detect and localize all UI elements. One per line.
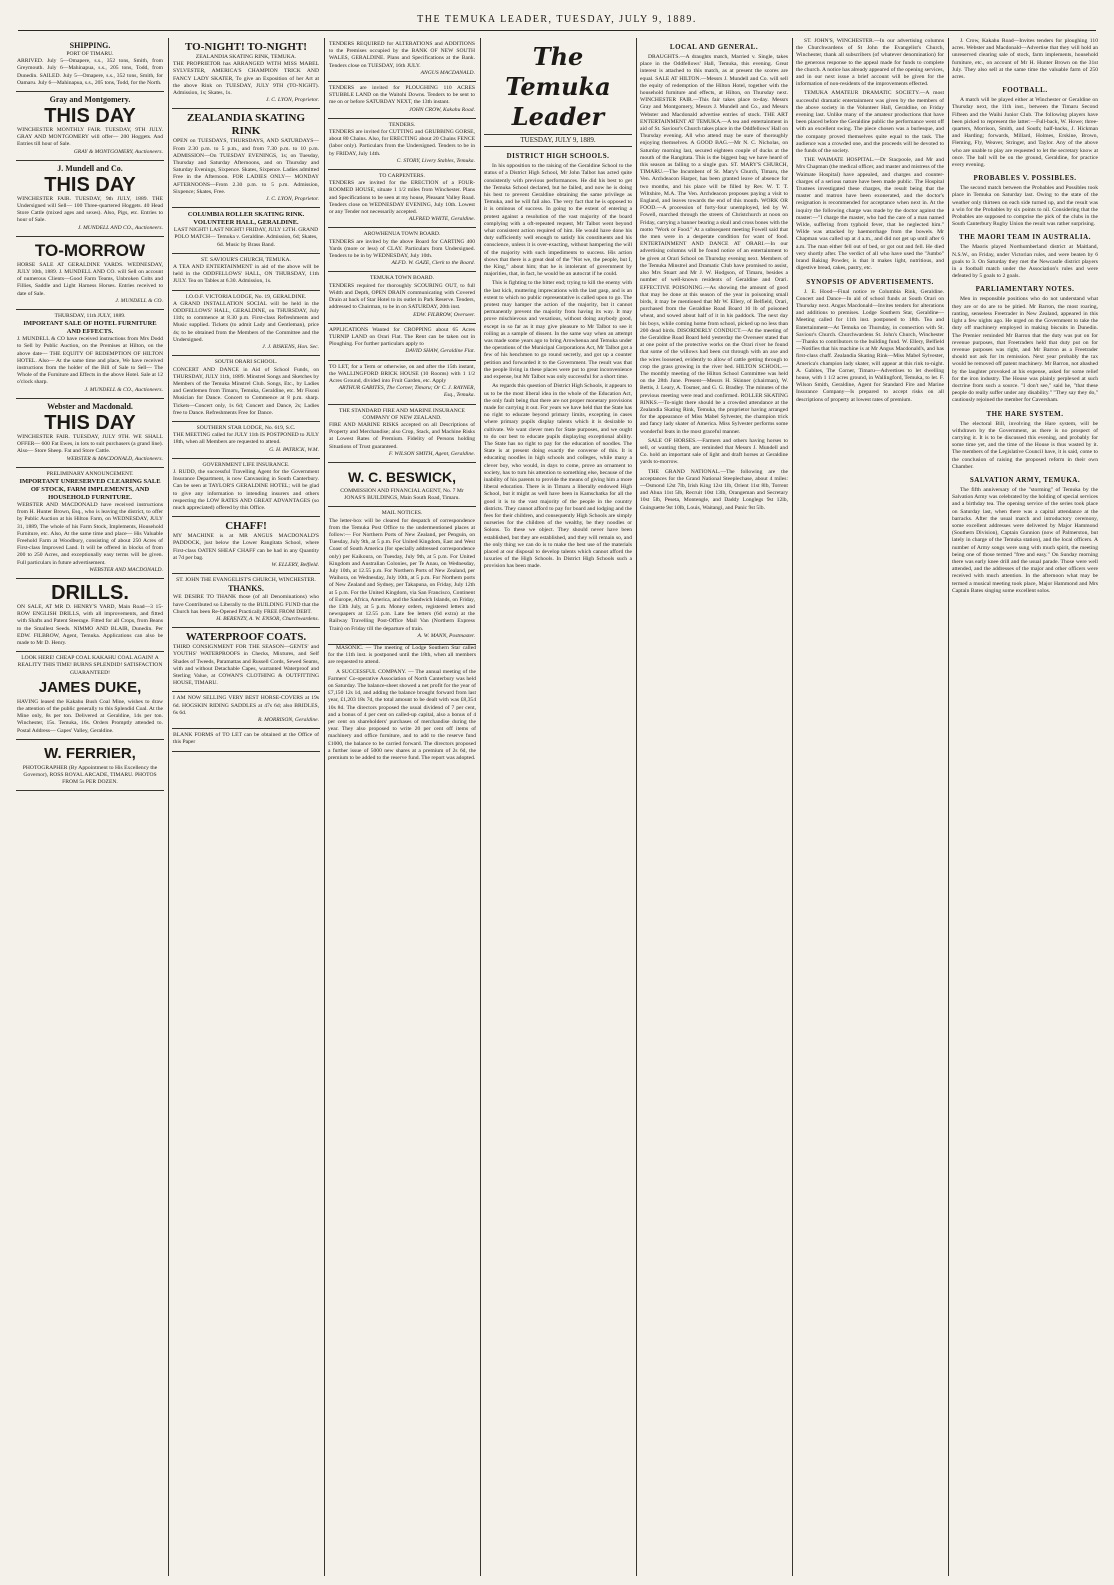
mundell-ad: [16, 161, 164, 237]
column-1: [16, 38, 164, 1576]
tomorrow-ad: [16, 237, 164, 310]
webster-this-day: THIS DAY: [44, 411, 136, 434]
tomorrow-sign: J. MUNDELL & CO.: [115, 297, 163, 304]
clearing-sign: WEBSTER AND MACDONALD.: [89, 566, 163, 573]
column-3: [328, 38, 476, 1576]
gray-ad: [16, 92, 164, 161]
fire-sign: F. WILSON SMITH, Agent, Geraldine.: [388, 450, 475, 457]
stjohn-body: WE DESIRE TO THANK those (of all Denominations) who have Contributed so Liberally to the BUILDING FUND that the Church has been Re-Opened Practically FREE FROM DEBT.: [173, 594, 319, 615]
govt-body: J. RUDD, the successful Travelling Agent for the Government Insurance Department, is now Canvassing in South Canterbury. Can be seen at TAYLOR'S GERALDINE HOTEL; will be glad to give any information to intending insurers and others respecting the LOW RATES AND GREAT ADVANTAGES (so much appreciated) offered by this Office.: [173, 468, 319, 511]
zealandia-body: OPEN on TUESDAYS, THURSDAYS, AND SATURDAYS—From 2.30 p.m. to 5 p.m., and from 7.30 p.m. to 10 p.m. ADMISSION—On TUESDAY EVENINGS, 1s; on Tuesday, Thursday and Saturday Afternoons, and on Thursday and Saturday Evenings, Sixpence. Skates, Sixpence. Ladies admitted Free in the Afternoon. FOR LADIES ONLY— MONDAY AFTERNOONS—From 2.30 p.m. to 5 p.m. Admission, Sixpence; Skates, Free.: [173, 138, 319, 195]
column-rule: [168, 38, 169, 1576]
tenders2-body: TENDERS are invited for PLOUGHING 110 ACRES STUBBLE LAND on the Waitohi Downs. Tenders to be sent to me on or before SATURDAY NEXT, the 13th instant.: [329, 85, 475, 106]
tonight-ad: [172, 38, 320, 109]
ioof-title: I.O.O.F. VICTORIA LODGE, No. 19, GERALDINE.: [185, 293, 307, 300]
salvation-title: SALVATION ARMY, TEMUKA.: [969, 475, 1081, 484]
editorial-para-1: In his opposition to the raising of the Geraldine School to the status of a District High School, Mr John Talbot has acted quite consistently with previous performances. He did his best to get the Temuka School declared, but he failed, and now he is doing his best to prevent Geraldine obtaining the same privilege as Temuka, and he will fail also. The very fact that he is opposed to it is ominous of success. In going to the extent of entering a protest against a resolution of the vast majority of the board complying with a oft-repeated request, Mr Talbot went beyond what consistent action required of him. He would have done his duty sufficiently well enough to satisfy his constituents and his conscience, unless it is over-exacting, without hampering the will of the majority with such impediments to success. His action shows that there is a great deal of the "Not we, the people, but I, the King," about him; that he is intolerant of government by majorities, that, in fact, he would be an autocrat if he could.: [484, 163, 632, 278]
beswick-ad: [328, 463, 476, 507]
webster-ad: [16, 399, 164, 468]
mundell-this-day: THIS DAY: [44, 173, 136, 196]
stjohn-sign: H. BERENZY, A. W. ENSOR, Churchwardens.: [216, 615, 319, 622]
column-4: [484, 38, 632, 1576]
probables-body: The second match between the Probables and Possibles took place in Temuka on Saturday last. Owing to the state of the weather only thirteen on each side turned up, and the result was a win for the Probables by six points to nil. Considering that the Probables are supposed to comprise the pick of the clubs in the South Canterbury Rugby Union the result was rather surprising.: [952, 185, 1098, 228]
newspaper-columns: [16, 38, 1098, 1576]
webster-title: Webster and Macdonald.: [47, 401, 133, 411]
column-rule: [948, 38, 949, 1576]
carp-body: TENDERS are invited for the ERECTION of a FOUR-ROOMED HOUSE, situate 1 1/2 miles from Winchester. Plans and Specifications to be seen at my house, Pleasant Valley Road. Tenders close on WEDNESDAY EVENING, July 10th. Lowest or any Tender not necessarily accepted.: [329, 180, 475, 216]
column-5: [640, 38, 788, 1576]
synopsis-body: J. E. Hood—Final notice re Columbia Rink, Geraldine. Concert and Dance—In aid of school funds at South Orari on Thursday next. Angus Macdonald—Invites tenders for alterations and additions to premises. Lodge Southern Star, Geraldine—Meeting called for 11th inst. postponed to 18th. Tea and Entertainment—At Temuka on Thursday, in connection with St. Saviour's Church. Churchwardens St. John's Church, Winchester—Thanks to contributors to the building fund. W. Ellery, Belfield—Notifies that his machine is at Mr Angus Macdonald's, and has first-class chaff. Zealandia Skating Rink—Miss Mabel Sylvester, America's champion lady skater, will appear at this rink to-night. A. Gabites, The Corner, Timaru—Advertises to let dwelling house, with 1 1/2 acres ground, in Wallingford, Temuka, to let. F. Wilson Smith, Geraldine, Agent for Standard Fire and Marine Insurance Company—Is prepared to accept risks on all descriptions of property at lowest rates of premium.: [796, 288, 944, 403]
ioof-body: A GRAND INSTALLATION SOCIAL will be held in the ODDFELLOWS' HALL, GERALDINE, on THURSDAY, July 11th; to commence at 8.30 p.m. First-class Refreshments and Music supplied. Tickets (to admit Lady and Gentleman), price 4s; to be obtained from the Members of the Committee and the Undersigned.: [173, 300, 319, 343]
tenders3-sign: C. STORY, Livery Stables, Temuka.: [396, 157, 475, 164]
tolet-body: TO LET, for a Term or otherwise, on and after the 15th instant, the WALLINGFORD BRICK HOUSE (10 Rooms) with 1 1/2 Acres Ground, divided into Fruit Garden, etc. Apply: [329, 363, 475, 384]
furniture-date: THURSDAY, 11th JULY, 1889.: [54, 313, 126, 320]
furniture-ad: [16, 310, 164, 399]
masonic-para: MASONIC. — The meeting of Lodge Southern Star called for the 11th inst. is postponed until the 18th, when all members are requested to attend.: [328, 645, 476, 666]
football-body: A match will be played either at Winchester or Geraldine on Thursday next, the 11th inst., between the Timaru Second Fifteen and the Waihi Junior Club. The following players have been picked to represent the latter:—Full-back, W. Howe; three-quarters, Morrison, Smith, and South; half-backs, J. Hickman and Harding; forwards, Millard, Holmes, Erskine, Brown, Fleming, Fly, Weaver, Stringer, and Taylor. Any of the above who are unable to play are requested to let the secretary know at once. The ball will be on the ground, Geraldine, for practice every evening.: [952, 97, 1098, 169]
prelim-title: PRELIMINARY ANNOUNCEMENT.: [46, 470, 134, 477]
tenders2-sign: JOHN CROW, Kakahu Road.: [409, 106, 475, 113]
zealandia-ad: [172, 109, 320, 208]
govt-ad: [172, 459, 320, 517]
town-title: TEMUKA TOWN BOARD.: [370, 275, 434, 282]
probables-title: PROBABLES V. POSSIBLES.: [973, 174, 1077, 183]
waterproof-title: WATERPROOF COATS.: [185, 631, 307, 644]
columbia-title: COLUMBIA ROLLER SKATING RINK. VOLUNTEER HALL, GERALDINE.: [187, 211, 305, 227]
crop-ad: [328, 324, 476, 361]
horse-ad: [172, 692, 320, 729]
shipping-title: SHIPPING.: [69, 41, 111, 50]
gray-sign: GRAY & MONTGOMERY, Auctioneers.: [73, 148, 163, 155]
chaff-sign: W. ELLERY, Belfield.: [271, 561, 319, 568]
tonight-title: TO-NIGHT! TO-NIGHT!: [185, 41, 307, 53]
shipping-subtitle: PORT OF TIMARU.: [66, 51, 114, 57]
star-ad: [172, 422, 320, 459]
maori-title: THE MAORI TEAM IN AUSTRALIA.: [959, 233, 1091, 242]
star-body: THE MEETING called for JULY 11th IS POSTPONED to JULY 18th, when all Members are requested to attend.: [173, 432, 319, 446]
tenders1-body: TENDERS REQUIRED for ALTERATIONS and ADDITIONS to the Premises occupied by the BANK OF NEW SOUTH WALES, GERALDINE. Plans and Specifications at the Bank. Tenders close on TUESDAY, 16th JULY.: [329, 41, 475, 69]
tolet-ad: [328, 361, 476, 405]
tenders3-ad: [328, 119, 476, 170]
clearing-body: WEBSTER AND MACDONALD have received instructions from H. Hunter Brown, Esq., who is leaving the district, to offer by Public Auction at his Hilton Farm, on WEDNESDAY, JULY 31, 1889, The whole of his Farm Stock, Implements, Household Furniture, etc. Also, At the same time and place— His Valuable Freehold Farm at Woodbury, consisting of about 250 Acres of First-class Improved Land. It will be offered in blocks of from 200 to 250 Acres, and exceptionally easy terms will be given. Full particulars in future advertisement.: [17, 501, 163, 566]
stsav-ad: [172, 254, 320, 291]
parl-body: Men in responsible positions who do not understand what they are or do are to be pitied. Mr Barron, the most roaring, ranting, senseless Freetrader in New Zealand, appeared in this light a few nights ago. He urged on the Government to take the duty off machinery employed in making biscuits in Dunedin. The Premier reminded Mr Barron that the duty was put on for revenue purposes, that Freetraders held that duty put on for revenue purposes was right, and Mr Barron as a Freetrader should not ask for its remission. Next year probably the tax would be removed off patent machinery. Mr Barron, not abashed by the laughter provoked at his expense, asked for some relief for the iron industry. The House was plainly perplexed at such doctrine from such a source. "I don't see," said he, "that these people do really suffer under any disability." "They say they do," cautiously rejoined the member for Caversham.: [952, 296, 1098, 404]
town-ad: [328, 272, 476, 323]
fire-ad: [328, 405, 476, 463]
town-sign: EDW. FILBROW, Overseer.: [413, 311, 475, 318]
editorial-para-2: This is fighting to the bitter end; trying to kill the enemy with the last kick, muttering imprecations with the last gasp, and is an extent to which no public representative is called upon to go. The protest may hamper the action of the majority, but it cannot permanently prevent the majority from having its way. It may prove mischievous and vexatious, without doing anybody good, except in so far as it may give pleasure to Mr Talbot to see it roiling as a sample of dissent. In the same way when an attempt was made some years ago to bring Arowhenua and Temuka under the operations of the Municipal Corporations Act, Mr Talbot got a few of his henchmen to go round secretly, and got up a counter petition and forwarded it to the Government. The result was that the people living in these places were put to great inconvenience and expense, but Mr Talbot was only successful for a short time.: [484, 280, 632, 381]
column-2: [172, 38, 320, 1576]
column-rule: [324, 38, 325, 1576]
page-header: THE TEMUKA LEADER, TUESDAY, JULY 9, 1889.: [18, 14, 1096, 31]
drills-ad: [16, 579, 164, 652]
blank-body: BLANK FORMS of TO LET can be obtained at the Office of this Paper: [173, 732, 319, 746]
drills-title: DRILLS.: [51, 581, 129, 604]
gray-body: WINCHESTER MONTHLY FAIR. TUESDAY, 9TH JULY. GRAY AND MONTGOMERY will offer— 200 Hoggets. And Entries till hour of Sale.: [17, 127, 163, 148]
school-title: SOUTH ORARI SCHOOL.: [214, 359, 278, 366]
rink-name: ZEALANDIA SKATING RINK, TEMUKA.: [195, 54, 297, 60]
zealandia-title: ZEALANDIA SKATING RINK: [186, 112, 306, 138]
arow-title: AROWHENUA TOWN BOARD.: [363, 231, 441, 238]
star-sign: G. H. PATRICK, W.M.: [269, 446, 319, 453]
chaff-ad: [172, 517, 320, 574]
local-title: LOCAL AND GENERAL.: [669, 43, 759, 51]
tenders2-ad: [328, 82, 476, 119]
shipping-ad: [16, 38, 164, 92]
columbia-body: LAST NIGHT! LAST NIGHT! FRIDAY, JULY 12TH. GRAND POLO MATCH— Temuka v. Geraldine. Admission, 6d; Skates, 6d. Music by Brass Band.: [173, 227, 319, 248]
mail-ad: [328, 507, 476, 645]
thanks-title: THANKS.: [228, 584, 264, 594]
star-title: SOUTHERN STAR LODGE, No. 619, S.C.: [196, 424, 296, 431]
mundell-body: WINCHESTER FAIR. TUESDAY, 9th JULY, 1889. THE Undersigned will Sell— 100 Three-quartered Hoggets. 40 Head Store Cattle (mixed ages and sexes). Also, Pigs, etc. Entries to hour of Sale.: [17, 195, 163, 224]
hare-body: The electoral Bill, involving the Hare system, will be withdrawn by the Government, as there is no prospect of carrying it. It is to be discussed this evening, and probably for some time yet, and the time of the House is thus wasted by it. The members of the Legislative Council have, it is said, come to the conclusion of raising the proposed reform in their own Chamber.: [952, 420, 1098, 470]
stjohn-ad: [172, 574, 320, 628]
tolet-sign: ARTHUR GABITES, The Corner, Timaru; Or C. J. RAYNER, Esq., Temuka.: [338, 385, 475, 399]
carp-title: TO CARPENTERS.: [379, 173, 425, 180]
crop-body: APPLICATIONS Wanted for CROPPING about 65 Acres TURNIP LAND on Orari Flat. The Rent can be taken out in Ploughing. For further particulars apply to: [329, 326, 475, 348]
govt-title: GOVERNMENT LIFE INSURANCE.: [202, 461, 290, 468]
masthead-date: TUESDAY, JULY 9, 1889.: [484, 134, 632, 147]
town-body: TENDERS required for thoroughly SCOURING OUT, to full Width and Depth, OPEN DRAIN communicating with Covered Drain at back of Star Hotel to its outlet in Park Reserve. Tenders, addressed to Chairman, to be in on SATURDAY, 20th inst.: [329, 282, 475, 311]
rink-sign: J. C. LYON, Proprietor.: [266, 97, 319, 104]
arow-body: TENDERS are invited by the above Board for CARTING 400 Yards (more or less) of CLAY. Particulars from Undersigned. Tenders to be in by WEDNESDAY, July 10th.: [329, 238, 475, 260]
chaff-body: MY MACHINE is at MR ANGUS MACDONALD'S PADDOCK, just below the Lower Rangitata School, where First-class OATEN SHEAF CHAFF can be had in any Quantity at 7d per bag.: [173, 533, 319, 561]
tomorrow-body: HORSE SALE AT GERALDINE YARDS. WEDNESDAY, JULY 10th, 1889. J. MUNDELL AND CO. will Sell on account of numerous Clients—Good Farm Teams, Unbroken Colts and Fillies, Saddle and Light Harness Horses. Entries received to date of Sale.: [17, 261, 163, 297]
columbia-ad: [172, 208, 320, 254]
furniture-body: J. MUNDELL & CO have received instructions from Mrs Dodd to Sell by Public Auction, on the Premises at Hilton, on the above date— THE EQUITY OF REDEMPTION OF HILTON HOTEL. Also— At the same time and place, We have received instructions from the holder of the Bill of Sale to Sell— The Whole of the Furniture and Effects in the above Hotel. Sale at 12 o'clock sharp.: [17, 336, 163, 386]
ioof-ad: [172, 291, 320, 357]
fire-body: FIRE AND MARINE RISKS accepted on all Descriptions of Property and Merchandise; also Crop, Stack, and Machine Risks at Lowest Rates of Premium. Fidelity of Persons holding Situations of Trust guaranteed.: [329, 421, 475, 450]
maori-body: The Maoris played Northumberland district at Maitland, N.S.W., on Friday, under Victorian rules, and were beaten by 6 goals to 3. On Saturday they met the Newcastle district players in a football match under the Association's rules and were defeated by 5 goals to 2 goals.: [952, 244, 1098, 280]
carp-sign: ALFRED WHITE, Geraldine.: [408, 216, 475, 223]
stsav-body: A TEA AND ENTERTAINMENT in aid of the above will be held in the ODDFELLOWS' HALL, ON THURSDAY, 11th JULY. Tea on Tables at 6.30. Admission, 1s.: [173, 264, 319, 285]
ferrier-ad: [16, 740, 164, 792]
hare-title: THE HARE SYSTEM.: [986, 409, 1064, 418]
gray-this-day: THIS DAY: [44, 105, 136, 128]
horse-sign: R. MORRISON, Geraldine.: [257, 717, 319, 724]
beswick-body: COMMISSION AND FINANCIAL AGENT, No. 7 Mr JONAS'S BUILDINGS, Main South Road, Timaru.: [340, 487, 464, 502]
waterproof-body: THIRD CONSIGNMENT FOR THE SEASON—GENTS' and YOUTHS' WATERPROOFS in Checks, Mixtures, and Self Shades of Tweeds, Paramattas and Russell Cords, Sewed Seams, with and without Detachable Capes, warranted Waterproof and Sterling Value, at COWAN'S CLOTHING & OUTFITTING HOUSE, TIMARU.: [173, 644, 319, 687]
clearing-ad: [16, 468, 164, 579]
editorial-para-3: As regards this question of District High Schools, it appears to us to be the most liberal idea in the whole of the Education Act, the only fault being that there are not proper monetary provisions made for carrying it out. For years we have held that the State has no right to educate beyond primary limits, excepting in cases where primary pupils display talents which it is desirable to cultivate. We want clever men for State purposes, and we ought to do our best to educate pupils displaying exceptional ability. The State has no right to pay for the education of noodles. The State is at present doing exactly the converse of this. It is educating noodles in high schools and colleges, while many a clever boy, who would, in days to come, prove an ornament to society, has to turn his attention to something else, because of the inability of his parents to provide the means of giving him a more liberal education. There is in Timaru a liberally endowed High School, but it might as well have been in Kamschatka for all the good it is to the vast majority of the people in the country districts. They cannot afford to pay for board and lodging and the fees for their children, and consequently High Schools are simply nurseries for the children of the wealthy, be they noodles or Solons. To these we object. They should never have been established, but they are established, and they will remain so, and the only thing we can do is to make the best use of the materials placed at our disposal to develop talents which cannot afford the luxuries of the High Schools. In District High Schools such a provision has been made.: [484, 383, 632, 570]
clearing-title: IMPORTANT UNRESERVED CLEARING SALE OF STOCK, FARM IMPLEMENTS, AND HOUSEHOLD FURNITURE.: [19, 477, 161, 501]
dramatic-para: TEMUKA AMATEUR DRAMATIC SOCIETY.—A most successful dramatic entertainment was given by the members of the above society in the Volunteer Hall, Geraldine, on Friday evening last. Unlike many of the amateur productions that have been placed before the Geraldine public the performance went off with an excellent swing. The piece chosen was a burlesque, and the company proved themselves quite equal to the task. The audience was a crowded one, and the proceeds will be devoted to the funds of the society.: [796, 90, 944, 155]
tomorrow-title: TO-MORROW: [34, 240, 146, 260]
column-rule: [792, 38, 793, 1576]
beswick-title: W. C. BESWICK,: [347, 468, 457, 485]
ferrier-title: W. FERRIER,: [44, 744, 136, 762]
salvation-body: The fifth anniversary of the "storming" of Temuka by the Salvation Army was celebrated by the holding of special services and a birthday tea. The opening service of the series took place on Saturday last, when there was a capital attendance at the barracks. After the usual march and introductory ceremony, some excellent addresses were delivered by Major Hammond (Southern Division), Captain Gunnion (now of Palmerston, but lately in charge of the Temuka station), and the local officers. A number of Army songs were sung with much spirit, the meeting being one of those termed "free and easy." On Sunday morning there was early knee drill and the usual parade. Those were well attended, and the addresses of the major and other officers were received with much attention. In the afternoon what may be termed a musical meeting took place, Major Hammond and Mrs Captain Bates singing some excellent solos.: [952, 486, 1098, 594]
blank-ad: [172, 729, 320, 751]
arow-sign: ALFD. W. GAZE, Clerk to the Board.: [391, 260, 475, 267]
mundell-title: J. Mundell and Co.: [57, 163, 123, 173]
coal-headline: LOOK HERE! CHEAP COAL KAKAHU COAL AGAIN! A REALITY THIS TIME! BURNS SPLENDID! SATISFACTION GUARANTEED!: [17, 655, 163, 676]
sale-horses-para: SALE OF HORSES.—Farmers and others having horses to sell, or wanting them, are reminded that Messrs J. Mundell and Co. hold an important sale of light and draft horses at Geraldine yards to-morrow.: [640, 437, 788, 466]
fire-title: THE STANDARD FIRE AND MARINE INSURANCE COMPANY OF NEW ZEALAND.: [339, 407, 465, 421]
school-body: CONCERT AND DANCE in Aid of School Funds, on THURSDAY, JULY 11th, 1889. Minstrel Songs and Sketches by Members of the Temuka Minstrel Club. Songs, Etc., by Ladies and Gentlemen from Timaru, Temuka, Geraldine, etc. Mr Fisoni Musician for Dance. Concert to Commence at 8 p.m. sharp. Tickets—Concert only, 1s 6d; Concert and Dance, 2s; Ladies free to Dance. Refreshments Free for Dance.: [173, 366, 319, 416]
farmers-para: A SUCCESSFUL COMPANY. — The annual meeting of the Farmers' Co-operative Association of North Canterbury was held on Saturday. The balance-sheet showed a net profit for the year of £7,150 12s 1d, and adding the balance brought forward from last year, £1,203 18s 7d, the total amount to be dealt with was £8,354 10s 8d. The directors proposed the usual dividend of 7 per cent, and a bonus of 4 per cent on called-up capital, also a bonus of 4 per cent on shareholders' purchases of merchandise during the year. They also proposed to write 20 per cent off items of machinery and office furniture, and to add to the reserve fund £1000, the balance to be carried forward. The directors proposed a further issue of 5000 new shares at a premium of 2s 6d, the premium to be added to the reserve fund. The report was adopted.: [328, 668, 476, 762]
chaff-title: CHAFF!: [225, 520, 267, 533]
column-rule: [636, 38, 637, 1576]
editorial-title: DISTRICT HIGH SCHOOLS.: [506, 152, 610, 161]
school-ad: [172, 356, 320, 422]
parl-title: PARLIAMENTARY NOTES.: [975, 285, 1075, 294]
webster-body: WINCHESTER FAIR. TUESDAY, JULY 9TH. WE SHALL OFFER— 600 Fat Ewes, in lots to suit purchasers (a grand line). Also— Store Sheep. Fat and Store Cattle.: [17, 433, 163, 455]
duke-body: HAVING leased the Kakahu Bush Coal Mine, wishes to draw the attention of the public generally to this Splendid Coal. At the Mine only, 8s per ton. Delivered at Geraldine, 14s per ton. Winchester, 15s. Temuka, 16s. Orders Promptly attended to. Postal Address— Gapes' Valley, Geraldine.: [17, 698, 163, 734]
crow-para: J. Crow, Kakahu Road—Invites tenders for ploughing 110 acres. Webster and Macdonald—Advertise that they will hold an unreserved clearing sale of stock, farm implements, household furniture, etc., on account of Mr H. Hunter Brown on the 31st July. They also sell at the same time the valuable farm of 250 acres.: [952, 38, 1098, 81]
tenders1-ad: [328, 38, 476, 82]
hospital-para: THE WAIMATE HOSPITAL.—Dr Stacpoole, and Mr and Mrs Chapman (the medical officer, and master and mistress of the Waimate Hospital) have appealed, and charges and counter-charges of a serious nature have been made public. The Hospital Trustees investigated these charges, the result being that the master and matron have been exonerated, and the doctor's resignation is recommended for acceptance when next in. At the inquiry the following charge was made by the doctor against the master:—"I charge the master, who had the care of a man named Wilde, suffering from typhoid fever, that he neglected him." Wilde was attacked by haemorrhage from the bowels. Mr Chapman was called up at 4 a.m., and did not get up until after 6 a.m. The man either fell out of bed, or got out and fell. He died very shortly after. The verdict of all who have used the "Jumbo" brand Baking Powder, is that it makes light, nutritious, and digestive bread, cakes, pastry, etc.: [796, 157, 944, 272]
mail-body: The letter-box will be cleared for despatch of correspondence from the Temuka Post Office to the undermentioned places at follow:— For Northern Ports of New Zealand, per Penguin, on Tuesday, July 9th, at 5 p.m. For United Kingdom, East and West Coast of South America (for specially addressed correspondence only) per Kaikoura, on Tuesday, July 9th, at 5 p.m. For United Kingdom and Australian Colonies, per Te Anau, on Wednesday, July 10th, at 12.55 p.m. For Northern Ports of New Zealand, per Waihora, on Wednesday, July 10th, at 5 p.m. For Northern ports of New Zealand and Sydney, per Takapuna, on Friday, July 12th at 5 p.m. For the United Kingdom, via San Francisco, Continent of Europe, Africa, America, and the Sandwich Islands, on Friday, the 13th July, at 5 p.m. Money orders, registered letters and newspapers at 12.55 p.m. Late fee letters (6d extra) at the Railway Travelling Post-Office Mail Van (Northern Express Train) on Friday till the departure of train.: [329, 517, 475, 632]
column-rule: [480, 38, 481, 1576]
drills-body: ON SALE, AT MR D. HENRY'S YARD, Main Road—3 15-ROW ENGLISH DRILLS, with all improvements, and fitted with Shafts and Patent Steerage. Fitted for all Crops, from Beans to the Smallest Seeds. NIMMO AND BLAIR, Dunedin. Per EDW. FILBROW, Agent, Temuka. Applications can also be made to Mr D. Henry.: [17, 603, 163, 646]
mail-title: MAIL NOTICES.: [381, 510, 423, 517]
arow-ad: [328, 228, 476, 272]
mundell-sign: J. MUNDELL AND CO., Auctioneers.: [77, 224, 163, 231]
coal-ad: [16, 652, 164, 740]
gray-title: Gray and Montgomery.: [49, 95, 131, 105]
rink-body: THE PROPRIETOR has ARRANGED WITH MISS MABEL SYLVESTER, AMERICA'S CHAMPION TRICK AND FANCY LADY SKATER, To give an Exposition of her Art at the above Rink on TUESDAY, JULY 9TH (TO-NIGHT). Admission, 1s; Skates, 1s.: [173, 61, 319, 97]
masthead: The Temuka Leader: [505, 42, 611, 131]
tenders3-title: TENDERS.: [388, 121, 416, 128]
ferrier-body: PHOTOGRAPHER (By Appointment to His Excellency the Governor), ROSS ROYAL ARCADE, TIMARU. PHOTOS FROM 5s PER DOZEN.: [22, 764, 158, 786]
local-body: DRAUGHTS.—A draughts match, Married v. Single, takes place in the Oddfellows' Hall, Temuka, this evening. Great interest is attached to this match, as at present the scores are equal. SALE AT HILTON.—Messrs J. Mundell and Co. will sell the equity of redemption of the Hilton Hotel, together with the household furniture and effects, at Hilton, on Thursday next. WINCHESTER FAIR.—This fair takes place to-day. Messrs Gray and Montgomery, Messrs J. Mundell and Co., and Messrs Webster and Macdonald advertise entries of stock. THE ART ENTERTAINMENT AT TEMUKA.—A tea and entertainment in aid of St. Saviour's Church takes place in the Oddfellows' Hall on Thursday evening. All who attend may be sure of thoroughly enjoying themselves. A GOOD BAG.—Mr N. C. Nicholas, on Saturday morning last, secured eighteen couple of ducks at the mouth of the Rangitata. This is the biggest bag we have heard of this season as falling to a single gun. ST. MARY'S CHURCH, TIMARU.—The Incumbent of St. Mary's Church, Timaru, the Ven. Archdeacon Harper, has been granted leave of absence for two months, and his place will be filled by Rev. W. T. T. Wiltshire, M.A. The Ven. Archdeacon proposes paying a visit to England, and leaves towards the end of this month. WORK OR FOOD.—A procession of forty-four unemployed, led by W. Fowell, marched through the streets of Christchurch at noon on Friday, carrying a banner bearing a skull and cross bones with the motto "Work or Food." At a subsequent meeting Fowell said that the men were in a desperate condition for want of food. ENTERTAINMENT AND DANCE AT ORARI.—In our advertising columns will be found notice of an entertainment to be given at Orari School on Thursday evening next. Members of the Temuka Minstrel and Dramatic Club have promised to assist, also Mrs Stuart and Mr J. W. Hodgson, of Timaru, besides a number of well-known residents of Geraldine and Orari. EFFECTIVE POISONING.—As showing the amount of good that may be done at this season of the year in poisoning small birds, it may be mentioned that Mr W. Ellery, of Belfield, Orari, purchased from the Geraldine Road Board 10 lb of poisoned wheat, and sowed about half of it in his paddock. The next day his boys, while coming home from school, picked up no less than 200 dead birds. DISORDERLY CONDUCT.—At the meeting of the Geraldine Road Board held yesterday the Overseer stated that at one point of the protective works on the Orari river he found that some of the willows had been cut through with an axe and the wires loosened, evidently to allow of cattle getting through to crop the grass growing in the river bed. HILTON SCHOOL.—The monthly meeting of the Hilton School Committee was held on the 28th June. Present—Messrs H. Skinner (chairman), W. Bettis, J. Leary, A. Tosmer, and G. G. Bradley. The minutes of the previous meeting were read and confirmed. ROLLER SKATING RINKS.—To-night there should be a crowded attendance at the Zealandia Skating Rink, Temuka, the proprietor having arranged for the appearance of Miss Mabel Sylvester, the champion trick and fancy lady skater of America. Miss Sylvester performs some wonderful feats in the most graceful manner.: [640, 54, 788, 435]
grand-national-para: THE GRAND NATIONAL.—The following are the acceptances for the Grand National Steeplechase, about 4 miles:—Osmond 12st 7lb, Irish King 12st 1lb, Orient 11st 8lb, Torrent and Ahua 11st 5lb, Recruit 10st 13lb, Orangeman and Secretary 10st 5lb, Peseta, Montengle, and Daddy Longlegs 9st 12lb, Guinguette 9st 10lb, Louis, Waitangi, and Panic 9st 5lb.: [640, 468, 788, 511]
furniture-sign: J. MUNDELL & CO., Auctioneers.: [84, 386, 163, 393]
tenders3-body: TENDERS are invited for CUTTING and GRUBBING GORSE, about 80 Chains. Also, for ERECTING about 20 Chains FENCE (labor only). Particulars from the Undersigned. Tenders to be in by FRIDAY, July 14th.: [329, 129, 475, 157]
football-title: FOOTBALL.: [1002, 86, 1048, 95]
waterproof-ad: [172, 628, 320, 692]
webster-sign: WEBSTER & MACDONALD, Auctioneers.: [66, 455, 163, 462]
crop-sign: DAVID SHAW, Geraldine Flat.: [405, 348, 475, 355]
tenders1-sign: ANGUS MACDANALD.: [420, 69, 475, 76]
shipping-body: ARRIVED. July 5—Omapere, s.s., 352 tons, Smith, from Greymouth. July 6—Mahinapua, s.s., 205 tons, Todd, from Dunedin. SAILED. July 5—Omapere, s.s., 352 tons, Smith, for Oamaru. July 6—Mahinapua, s.s., 205 tons, Todd, for the North.: [17, 58, 163, 86]
horse-body: I AM NOW SELLING VERY BEST HORSE-COVERS at 19s 6d. HOGSKIN RIDING SADDLES at 47s 6d; also BRIDLES, 6s 6d.: [173, 695, 319, 716]
mail-sign: A. W. MANN, Postmaster.: [417, 632, 475, 639]
synopsis-title: SYNOPSIS OF ADVERTISEMENTS.: [806, 277, 934, 286]
column-6: [796, 38, 944, 1576]
stjohns-para: ST. JOHN'S, WINCHESTER.—In our advertising columns the Churchwardens of St John the Evangelist's Church, Winchester, thank all subscribers (of whatever denomination) for the generous response to the appeal made for funds to complete the church. A notice has already appeared of the opening services, and in our next issue a brief account will be given for the information of non-residents of the improvements effected.: [796, 38, 944, 88]
ioof-sign: J. J. BISKENS, Hon. Sec.: [262, 344, 319, 351]
zealandia-sign: J. C. LYON, Proprietor.: [266, 196, 319, 203]
duke-title: JAMES DUKE,: [38, 678, 142, 696]
stsav-title: ST. SAVIOUR'S CHURCH, TEMUKA.: [201, 256, 291, 263]
carp-ad: [328, 170, 476, 228]
column-7: [952, 38, 1098, 1576]
furniture-title: IMPORTANT SALE OF HOTEL FURNITURE AND EFFECTS.: [23, 320, 157, 336]
stjohn-title: ST. JOHN THE EVANGELIST'S CHURCH, WINCHESTER.: [176, 577, 316, 584]
